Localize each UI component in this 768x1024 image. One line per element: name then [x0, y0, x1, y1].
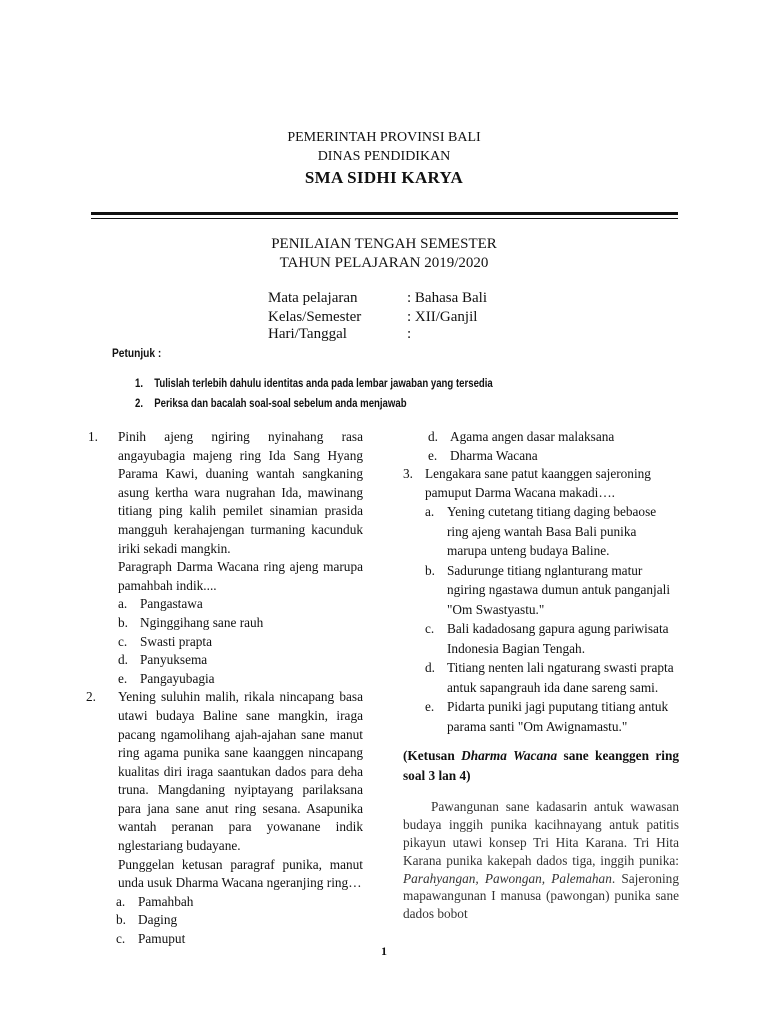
option-text: Pangayubagia	[140, 670, 215, 686]
instruction-text: Periksa dan bacalah soal-soal sebelum anda menjawab	[154, 396, 407, 410]
option-text: Panyuksema	[140, 652, 208, 668]
instruction-item	[135, 396, 407, 410]
option-letter: e.	[118, 670, 128, 686]
exam-year: TAHUN PELAJARAN 2019/2020	[279, 255, 489, 271]
option-letter: a.	[116, 893, 126, 909]
meta-value: : Bahasa Bali	[407, 290, 487, 306]
instructions-heading: Petunjuk :	[112, 346, 162, 360]
option-text: Pidarta puniki jagi puputang titiang antuk parama santi "Om Awignamastu."	[447, 699, 669, 734]
passage-text: . Sajeroning mapawangunan I manusa (pawongan) punika sane dados bobot	[403, 870, 679, 922]
option	[118, 633, 363, 652]
option-text: Nginggihang sane rauh	[140, 614, 264, 630]
option-letter: d.	[425, 660, 435, 676]
option-letter: a.	[425, 504, 435, 520]
option	[118, 651, 363, 670]
right-column	[403, 428, 679, 923]
page-number: 1	[381, 944, 387, 958]
note-text: sane keanggen ring soal 3 lan 4)	[403, 748, 680, 784]
option	[425, 697, 679, 736]
option-text: Agama angen dasar malaksana	[450, 429, 615, 444]
question-number: 2.	[86, 689, 96, 705]
option-letter: c.	[425, 621, 435, 637]
option-letter: b.	[425, 562, 435, 578]
option-text: Pamahbah	[138, 893, 194, 909]
left-column	[88, 428, 363, 949]
option-letter: c.	[118, 633, 128, 649]
option-text: Bali kadadosang gapura agung pariwisata Indonesia Bagian Tengah.	[447, 621, 669, 656]
option-letter: d.	[428, 429, 438, 444]
question-text: Lengakara sane patut kaanggen sajeroning pamuput Darma Wacana makadi….	[425, 466, 651, 500]
question-1	[88, 428, 363, 688]
option	[116, 911, 363, 930]
option	[118, 614, 363, 633]
option	[425, 619, 679, 658]
meta-value: : XII/Ganjil	[407, 309, 478, 325]
option-letter: d.	[118, 652, 128, 668]
school-name: SMA SIDHI KARYA	[304, 168, 464, 187]
passage-text: Pawangunan sane kadasarin antuk wawasan budaya inggih punika kacihnayang antuk patitis pikayun utawi konsep Tri Hita Karana. Tri Hita Karana punika kakepah dados tiga, inggih punika:	[403, 799, 679, 868]
passage-italic: Parahyangan, Pawongan, Palemahan	[403, 870, 612, 886]
option-text: Sadurunge titiang nglanturang matur ngiring ngastawa dumun antuk panganjali "Om Swastyastu."	[447, 562, 671, 617]
option	[425, 658, 679, 697]
question-prompt: Paragraph Darma Wacana ring ajeng marupa pamahbah indik....	[118, 559, 363, 593]
option-text: Titiang nenten lali ngaturang swasti prapta antuk sapangrauh ida dane sareng sami.	[447, 660, 674, 695]
meta-value: :	[407, 326, 412, 342]
option	[118, 595, 363, 614]
option-text: Swasti prapta	[140, 633, 213, 649]
option-letter: b.	[116, 912, 126, 928]
instruction-item	[135, 376, 493, 390]
instruction-number: 1.	[135, 376, 144, 390]
question-text: Yening suluhin malih, rikala nincapang basa utawi budaya Baline sane mangkin, iraga pacang ngamolihang ajah-ajahan sane manut ring agama punika sane kaanggen nincapang kualitas diri iraga saantukan dados para deha truna. Mangdaning nyiptayang parilaksana para jana sane anut ring sesana. Asapunika wantah peranan para yowanane indik nglestariang budayane.	[118, 689, 363, 854]
reading-passage	[403, 798, 679, 923]
government-heading: PEMERINTAH PROVINSI BALI	[287, 130, 481, 145]
option	[428, 447, 679, 466]
option-text: Yening cutetang titiang daging bebaose ring ajeng wantah Basa Bali punika marupa unteng budaya Baline.	[447, 504, 657, 559]
department-heading: DINAS PENDIDIKAN	[317, 149, 451, 164]
instruction-number: 2.	[135, 396, 144, 410]
option-letter: b.	[118, 614, 128, 630]
option-text: Dharma Wacana	[450, 447, 538, 463]
question-number: 1.	[88, 429, 98, 444]
option	[428, 428, 679, 447]
exam-title: PENILAIAN TENGAH SEMESTER	[271, 236, 497, 252]
option	[425, 561, 679, 620]
option-letter: e.	[425, 699, 435, 715]
note-italic: Dharma Wacana	[461, 748, 558, 764]
question-2	[88, 688, 363, 893]
question-3	[403, 465, 679, 502]
instruction-text: Tulislah terlebih dahulu identitas anda pada lembar jawaban yang tersedia	[154, 376, 493, 390]
question-number: 3.	[403, 466, 413, 482]
option	[116, 893, 363, 912]
question-text: Pinih ajeng ngiring nyinahang rasa angayubagia majeng ring Ida Sang Hyang Parama Kawi, duaning wantah sangkaning asung kertha wara nugrahan Ida, mawinang titiang ping kalih pemilet sinamian prasida mangguh kerahajengan turmaning kacunduk iriki sekadi mangkin.	[118, 429, 363, 556]
option-text: Daging	[138, 912, 178, 928]
option	[118, 670, 363, 689]
option-text: Pangastawa	[140, 596, 203, 612]
option-letter: a.	[118, 596, 128, 612]
option-text: Pamuput	[138, 931, 186, 947]
meta-label: Kelas/Semester	[268, 309, 362, 325]
option-letter: c.	[116, 931, 126, 947]
note-text: (Ketusan	[403, 748, 462, 764]
meta-label: Hari/Tanggal	[268, 326, 347, 342]
option-letter: e.	[428, 447, 438, 463]
question-prompt: Punggelan ketusan paragraf punika, manut unda usuk Dharma Wacana ngeranjing ring…	[118, 856, 363, 891]
meta-label: Mata pelajaran	[268, 290, 358, 306]
option	[425, 502, 679, 561]
header-rule-thick	[91, 212, 678, 215]
passage-note	[403, 746, 679, 786]
header-rule-thin	[91, 218, 678, 219]
